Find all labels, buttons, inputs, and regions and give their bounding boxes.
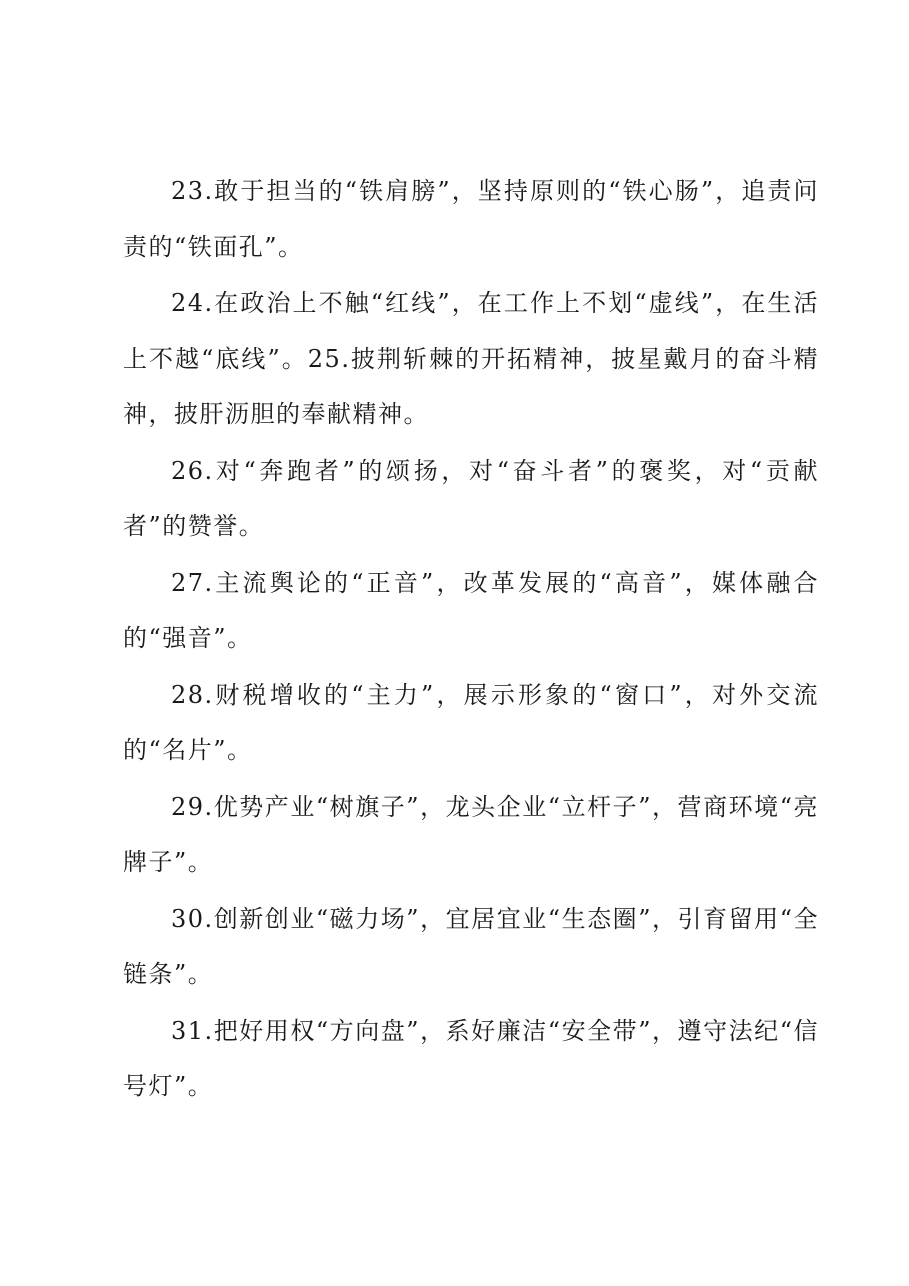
paragraph-31: 31.把好用权“方向盘”，系好廉洁“安全带”，遵守法纪“信号灯”。 [123,1016,819,1100]
paragraph-27: 27.主流舆论的“正音”，改革发展的“高音”，媒体融合的“强音”。 [123,568,819,652]
paragraph-28: 28.财税增收的“主力”，展示形象的“窗口”，对外交流的“名片”。 [123,680,819,764]
paragraph-24-25: 24.在政治上不触“红线”，在工作上不划“虚线”，在生活上不越“底线”。25.披荆斩棘的开拓精神，披星戴月的奋斗精神，披肝沥胆的奉献精神。 [123,289,819,428]
paragraph-30: 30.创新创业“磁力场”，宜居宜业“生态圈”，引育留用“全链条”。 [123,904,819,988]
paragraph-23: 23.敢于担当的“铁肩膀”，坚持原则的“铁心肠”，追责问责的“铁面孔”。 [123,177,819,261]
paragraph-26: 26.对“奔跑者”的颂扬，对“奋斗者”的褒奖，对“贡献者”的赞誉。 [123,456,819,540]
paragraph-29: 29.优势产业“树旗子”，龙头企业“立杆子”，营商环境“亮牌子”。 [123,792,819,876]
document-body [123,164,819,1116]
